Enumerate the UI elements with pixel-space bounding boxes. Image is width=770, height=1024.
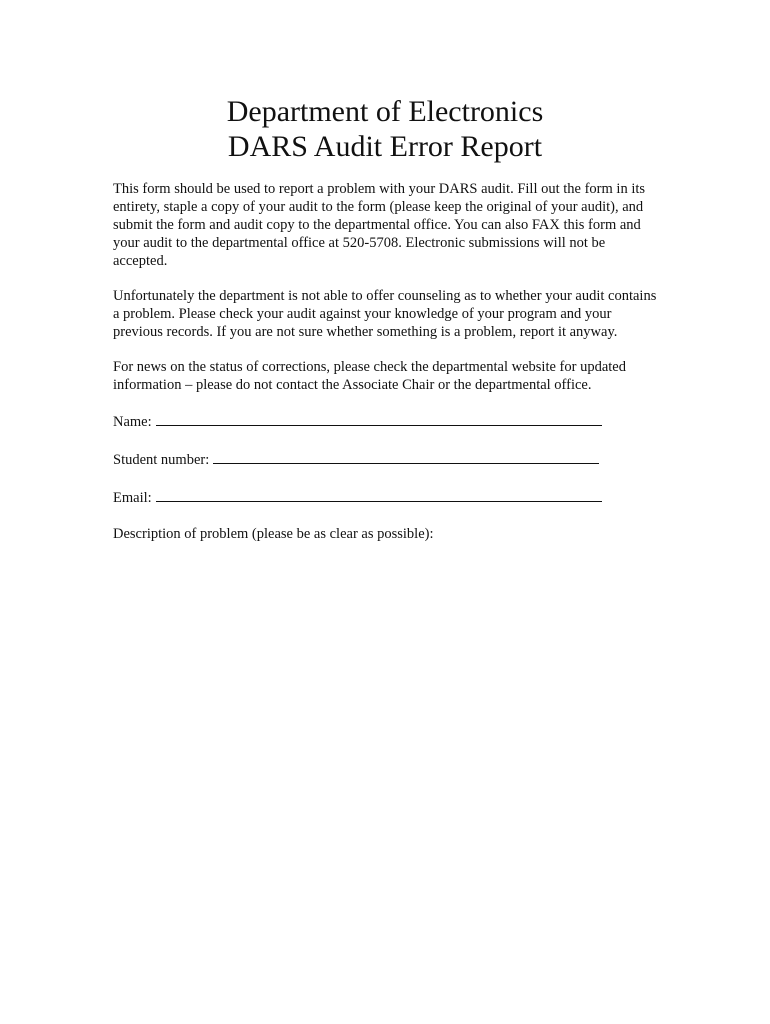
name-label: Name:: [113, 414, 152, 430]
name-blank-line: [156, 411, 602, 426]
email-blank-line: [156, 487, 602, 502]
email-label: Email:: [113, 490, 152, 506]
report-heading: DARS Audit Error Report: [227, 130, 543, 163]
student-number-label: Student number:: [113, 452, 210, 468]
document-title: [0, 94, 770, 164]
name-field: [113, 411, 661, 431]
student-number-field: [113, 449, 661, 469]
description-label: Description of problem (please be as clear as possible):: [113, 526, 434, 542]
student-number-blank-line: [213, 449, 599, 464]
department-heading: Department of Electronics: [226, 95, 544, 128]
document-body: [113, 180, 661, 543]
email-field: [113, 487, 661, 507]
news-paragraph: For news on the status of corrections, please check the departmental website for updated information – please do not contact the Associate Chair or the departmental office.: [113, 359, 626, 393]
counseling-paragraph: Unfortunately the department is not able to offer counseling as to whether your audit contains a problem. Please check your audit against your knowledge of your program and your previous records. If you are not sure whether something is a problem, report it anyway.: [113, 288, 657, 340]
instructions-paragraph: This form should be used to report a problem with your DARS audit. Fill out the form in its entirety, staple a copy of your audit to the form (please keep the original of your audit), and submit the form and audit copy to the departmental office. You can also FAX this form and your audit to the departmental office at 520-5708. Electronic submissions will not be accepted.: [113, 181, 646, 269]
